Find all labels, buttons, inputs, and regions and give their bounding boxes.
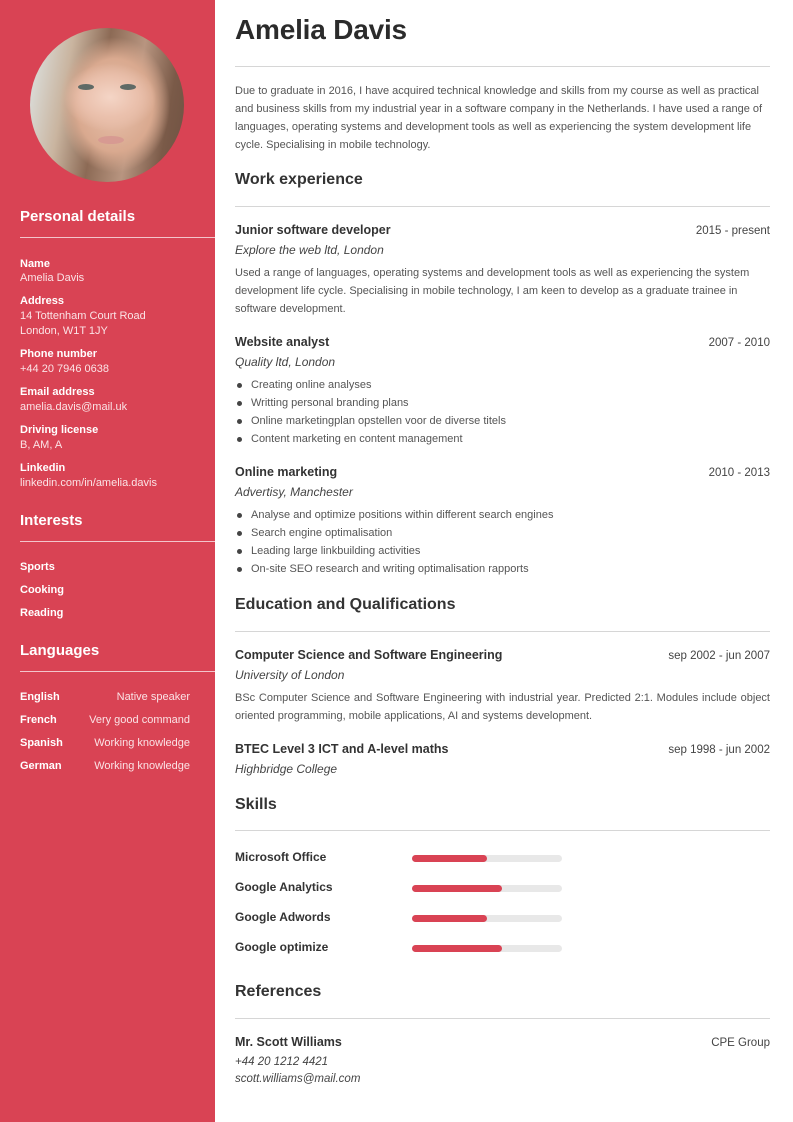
job-header	[235, 465, 770, 479]
language-name: English	[20, 691, 60, 703]
job-date: 2007 - 2010	[708, 337, 770, 349]
job-company: Quality ltd, London	[235, 355, 336, 369]
sidebar	[0, 0, 215, 1122]
skills-heading: Skills	[235, 796, 277, 813]
job-header	[235, 223, 770, 237]
skill-bar	[412, 885, 562, 892]
job-company: Advertisy, Manchester	[235, 485, 353, 499]
institution: University of London	[235, 668, 345, 682]
interests-heading: Interests	[20, 512, 83, 529]
divider	[235, 830, 770, 831]
interest-item: Sports	[20, 561, 55, 573]
language-name: French	[20, 714, 57, 726]
skill-row	[235, 850, 575, 866]
institution: Highbridge College	[235, 762, 338, 776]
skill-name: Google Adwords	[235, 910, 331, 924]
field-label-name: Name	[20, 258, 50, 270]
language-row	[20, 691, 190, 703]
field-value-phone[interactable]: +44 20 7946 0638	[20, 363, 110, 375]
field-value-linkedin[interactable]: linkedin.com/in/amelia.davis	[20, 477, 157, 489]
field-label-address: Address	[20, 295, 65, 307]
education-header	[235, 648, 770, 662]
interest-item: Reading	[20, 607, 64, 619]
work-experience-heading: Work experience	[235, 171, 363, 188]
language-name: Spanish	[20, 737, 63, 749]
skill-row	[235, 910, 575, 926]
job-title: Junior software developer	[235, 223, 391, 237]
reference-name: Mr. Scott Williams	[235, 1035, 342, 1049]
job-header	[235, 335, 770, 349]
bullet-item: On-site SEO research and writing optimalisation rapports	[235, 560, 553, 578]
interest-item: Cooking	[20, 584, 64, 596]
field-value-email[interactable]: amelia.davis@mail.uk	[20, 401, 128, 413]
skill-bar-fill	[412, 945, 502, 952]
job-date: 2015 - present	[695, 225, 770, 237]
field-label-email: Email address	[20, 386, 95, 398]
language-level: Working knowledge	[94, 760, 190, 772]
language-level: Working knowledge	[94, 737, 190, 749]
education-description: BSc Computer Science and Software Engineering with industrial year. Predicted 2:1. Modules include object oriented programming, mobile applications, AI and systems development.	[235, 692, 770, 722]
field-value-address-line2: London, W1T 1JY	[20, 325, 108, 337]
bullet-item: Online marketingplan opstellen voor de diverse titels	[235, 412, 506, 430]
education-date: sep 1998 - jun 2002	[668, 744, 770, 756]
field-label-phone: Phone number	[20, 348, 98, 360]
job-date: 2010 - 2013	[708, 467, 770, 479]
summary: Due to graduate in 2016, I have acquired technical knowledge and skills from my course as well as practical and business skills from my industrial year in a software company in the Netherlands. I have used a range of languages, operating systems and development tools as well as experiencing the system development life cycle. Specialising in mobile technology.	[235, 85, 763, 151]
divider	[235, 206, 770, 207]
divider	[235, 66, 770, 67]
skill-name: Microsoft Office	[235, 850, 327, 864]
field-label-driving-license: Driving license	[20, 424, 99, 436]
bullet-item: Leading large linkbuilding activities	[235, 542, 553, 560]
language-row	[20, 714, 190, 726]
reference-header	[235, 1035, 770, 1049]
job-bullets	[235, 376, 506, 448]
candidate-name: Amelia Davis	[235, 14, 407, 45]
degree-title: BTEC Level 3 ICT and A-level maths	[235, 742, 449, 756]
profile-photo	[30, 28, 184, 182]
reference-company: CPE Group	[711, 1037, 770, 1049]
skill-row	[235, 880, 575, 896]
skill-bar	[412, 945, 562, 952]
bullet-item: Content marketing en content management	[235, 430, 506, 448]
photo-detail	[78, 84, 94, 90]
education-header	[235, 742, 770, 756]
divider	[20, 237, 215, 238]
skill-row	[235, 940, 575, 956]
skill-name: Google optimize	[235, 940, 329, 954]
field-value-driving-license: B, AM, A	[20, 439, 63, 451]
photo-detail	[98, 136, 124, 144]
skill-bar-fill	[412, 915, 487, 922]
personal-details-heading: Personal details	[20, 208, 136, 225]
skill-bar-fill	[412, 885, 502, 892]
skill-bar	[412, 855, 562, 862]
bullet-item: Writting personal branding plans	[235, 394, 506, 412]
photo-detail	[120, 84, 136, 90]
bullet-item: Search engine optimalisation	[235, 524, 553, 542]
job-bullets	[235, 506, 553, 578]
language-level: Very good command	[89, 714, 190, 726]
field-value-name: Amelia Davis	[20, 272, 85, 284]
job-title: Website analyst	[235, 335, 330, 349]
skill-name: Google Analytics	[235, 880, 333, 894]
language-name: German	[20, 760, 62, 772]
divider	[235, 1018, 770, 1019]
skill-bar	[412, 915, 562, 922]
references-heading: References	[235, 983, 322, 1000]
education-heading: Education and Qualifications	[235, 596, 456, 613]
degree-title: Computer Science and Software Engineering	[235, 648, 503, 662]
language-row	[20, 760, 190, 772]
languages-heading: Languages	[20, 642, 100, 659]
divider	[20, 541, 215, 542]
language-row	[20, 737, 190, 749]
reference-email[interactable]: scott.williams@mail.com	[235, 1073, 361, 1085]
divider	[235, 631, 770, 632]
field-value-address-line1: 14 Tottenham Court Road	[20, 310, 146, 322]
job-title: Online marketing	[235, 465, 338, 479]
job-company: Explore the web ltd, London	[235, 243, 384, 257]
divider	[20, 671, 215, 672]
skill-bar-fill	[412, 855, 487, 862]
field-label-linkedin: Linkedin	[20, 462, 66, 474]
language-level: Native speaker	[116, 691, 190, 703]
reference-phone[interactable]: +44 20 1212 4421	[235, 1056, 329, 1068]
education-date: sep 2002 - jun 2007	[668, 650, 770, 662]
job-description: Used a range of languages, operating systems and development tools as well as experiencing the system development life cycle. Specialising in mobile technology, I am keen to develop as a graduate trainee in software development.	[235, 267, 750, 315]
bullet-item: Creating online analyses	[235, 376, 506, 394]
bullet-item: Analyse and optimize positions within different search engines	[235, 506, 553, 524]
